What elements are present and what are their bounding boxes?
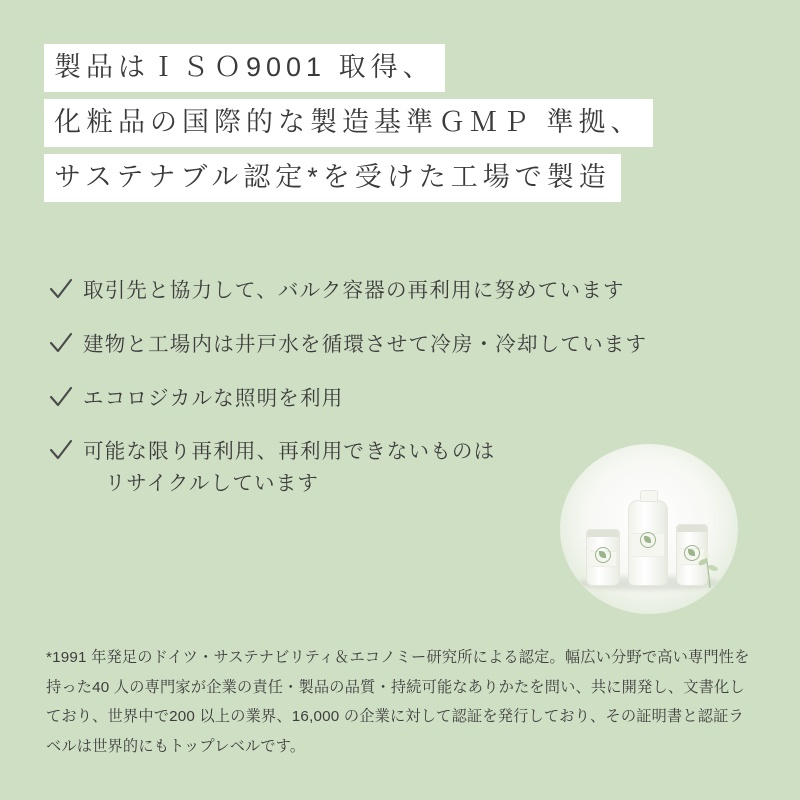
product-lineup-photo [560, 444, 738, 614]
product-bottle-middle [628, 500, 668, 586]
product-tube-left [586, 529, 620, 586]
check-icon [48, 385, 74, 411]
headline-block [44, 44, 774, 209]
tube-cap [677, 525, 707, 532]
headline-line-1: 製品はＩＳＯ9001 取得、 [44, 44, 445, 92]
headline-line-2: 化粧品の国際的な製造基準ＧＭＰ 準拠、 [44, 99, 653, 147]
list-item-label-group [83, 436, 495, 500]
headline-line-3: サステナブル認定*を受けた工場で製造 [44, 154, 621, 202]
leaf-icon [640, 532, 656, 548]
headline-row [44, 154, 774, 209]
check-icon [48, 438, 74, 464]
list-item-label: エコロジカルな照明を利用 [83, 386, 344, 410]
footnote-text: *1991 年発足のドイツ・サステナビリティ＆エコノミー研究所による認定。幅広い分野で高い専門性を持った40 人の専門家が企業の責任・製品の品質・持続可能なありかたを問い、共に開発し、文書化しており、世界中で200 以上の業界、16,000 の企業に対して認証を発行しており、その証明書と認証ラベルは世界的にもトップレベルです。 [46, 649, 750, 756]
list-item [48, 329, 768, 361]
list-item-label-continued: リサイクルしています [105, 472, 320, 496]
plant-sprig-icon [696, 548, 722, 588]
tube-cap [587, 530, 619, 537]
list-item [48, 383, 768, 415]
leaf-icon [595, 547, 611, 563]
headline-row [44, 99, 774, 154]
check-icon [48, 331, 74, 357]
list-item-label: 可能な限り再利用、再利用できないものは [83, 440, 496, 464]
list-item [48, 275, 768, 307]
headline-row [44, 44, 774, 99]
list-item-label: 建物と工場内は井戸水を循環させて冷房・冷却しています [83, 332, 648, 356]
check-icon [48, 277, 74, 303]
list-item-label: 取引先と協力して、バルク容器の再利用に努めています [83, 279, 625, 302]
